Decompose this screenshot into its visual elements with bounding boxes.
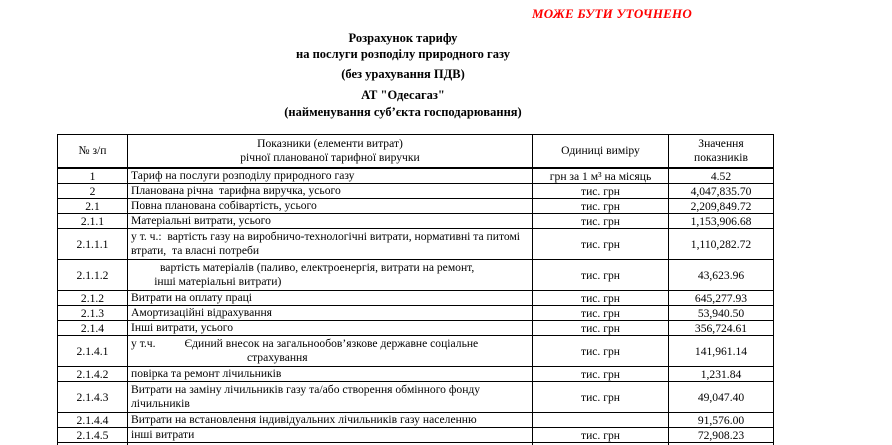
indicator-cell	[128, 321, 533, 336]
value-cell: 91,576.00	[669, 413, 774, 428]
header-indicator-line2: річної планованої тарифної виручки	[240, 151, 420, 164]
indicator-line: Інші витрати, усього	[131, 321, 233, 334]
unit-cell: тис. грн	[533, 428, 669, 443]
row-number-cell: 1	[58, 168, 128, 184]
unit-cell: тис. грн	[533, 184, 669, 199]
value-cell: 49,047.40	[669, 382, 774, 413]
row-number-cell: 2.1.4.5	[58, 428, 128, 443]
table-row	[58, 321, 774, 336]
indicator-cell	[128, 291, 533, 306]
table-row	[58, 214, 774, 229]
indicator-cell	[128, 184, 533, 199]
row-number-cell: 2.1.3	[58, 306, 128, 321]
row-number-cell: 2.1.4.3	[58, 382, 128, 413]
row-number-cell: 2.1.1	[58, 214, 128, 229]
indicator-line: повірка та ремонт лічильників	[131, 367, 282, 380]
subtitle-vat: (без урахування ПДВ)	[341, 67, 465, 81]
value-cell: 4,047,835.70	[669, 184, 774, 199]
indicator-line: лічильників	[131, 397, 190, 410]
header-value	[669, 135, 774, 169]
indicator-line: Матеріальні витрати, усього	[131, 214, 271, 227]
table-row	[58, 229, 774, 260]
row-number-cell: 2.1.4.2	[58, 367, 128, 382]
table-row	[58, 428, 774, 443]
indicator-cell	[128, 229, 533, 260]
revision-note: МОЖЕ БУТИ УТОЧНЕНО	[532, 6, 692, 21]
tariff-table	[57, 134, 774, 445]
unit-cell: тис. грн	[533, 199, 669, 214]
indicator-line: інші витрати	[131, 428, 195, 441]
value-cell: 1,110,282.72	[669, 229, 774, 260]
unit-cell: тис. грн	[533, 260, 669, 291]
unit-cell	[533, 413, 669, 428]
indicator-line: вартість матеріалів (паливо, електроенергія, витрати на ремонт,	[131, 261, 475, 274]
indicator-line: у т. ч.: вартість газу на виробничо-технологічні витрати, нормативні та питомі	[131, 230, 521, 243]
row-number-cell: 2.1.4.1	[58, 336, 128, 367]
indicator-line: Витрати на оплату праці	[131, 291, 253, 304]
row-number-cell: 2.1.4	[58, 321, 128, 336]
indicator-cell	[128, 306, 533, 321]
indicator-line: Планована річна тарифна виручка, усього	[131, 184, 341, 197]
row-number-cell: 2	[58, 184, 128, 199]
value-cell: 53,940.50	[669, 306, 774, 321]
unit-cell: тис. грн	[533, 229, 669, 260]
unit-cell: тис. грн	[533, 291, 669, 306]
table-row	[58, 199, 774, 214]
indicator-line: інші матеріальні витрати)	[131, 275, 282, 288]
unit-cell: тис. грн	[533, 306, 669, 321]
indicator-cell	[128, 428, 533, 443]
unit-cell: тис. грн	[533, 336, 669, 367]
header-number: № з/п	[58, 135, 128, 169]
header-unit: Одиниці виміру	[533, 135, 669, 169]
indicator-line: Витрати на встановлення індивідуальних лічильників газу населенню	[131, 413, 477, 426]
indicator-cell	[128, 214, 533, 229]
indicator-line: Амортизаційні відрахування	[131, 306, 272, 319]
header-value-line2: показників	[694, 151, 748, 164]
table-row	[58, 382, 774, 413]
indicator-line: у т.ч. Єдиний внесок на загальнообов’язкове державне соціальне	[131, 337, 479, 350]
value-cell: 1,231.84	[669, 367, 774, 382]
table-row	[58, 260, 774, 291]
row-number-cell: 2.1	[58, 199, 128, 214]
table-row	[58, 291, 774, 306]
table-body	[58, 168, 774, 445]
row-number-cell: 2.1.1.2	[58, 260, 128, 291]
header-indicator-line1: Показники (елементи витрат)	[257, 137, 403, 150]
value-cell: 43,623.96	[669, 260, 774, 291]
header-value-line1: Значення	[698, 137, 744, 150]
unit-cell: тис. грн	[533, 367, 669, 382]
table-row	[58, 336, 774, 367]
indicator-cell	[128, 199, 533, 214]
indicator-line: Витрати на заміну лічильників газу та/або створення обмінного фонду	[131, 383, 481, 396]
unit-cell: тис. грн	[533, 382, 669, 413]
title-line-1: Розрахунок тарифу	[348, 31, 458, 45]
table-row	[58, 168, 774, 184]
row-number-cell: 2.1.4.4	[58, 413, 128, 428]
indicator-line: Тариф на послуги розподілу природного газу	[131, 169, 355, 182]
indicator-cell	[128, 413, 533, 428]
table-row	[58, 367, 774, 382]
indicator-line: втрати, та власні потреби	[131, 244, 260, 257]
header-indicator	[128, 135, 533, 169]
value-cell: 4.52	[669, 168, 774, 184]
row-number-cell: 2.1.1.1	[58, 229, 128, 260]
table-header-row	[58, 135, 774, 169]
value-cell: 645,277.93	[669, 291, 774, 306]
indicator-cell	[128, 382, 533, 413]
value-cell: 72,908.23	[669, 428, 774, 443]
table-row	[58, 306, 774, 321]
company-caption: (найменування суб’єкта господарювання)	[284, 105, 522, 119]
unit-cell: грн за 1 м³ на місяць	[533, 168, 669, 184]
indicator-line: Повна планована собівартість, усього	[131, 199, 317, 212]
value-cell: 1,153,906.68	[669, 214, 774, 229]
indicator-line: страхування	[131, 351, 308, 364]
unit-cell: тис. грн	[533, 321, 669, 336]
company-name: АТ "Одесагаз"	[361, 88, 445, 102]
value-cell: 356,724.61	[669, 321, 774, 336]
indicator-cell	[128, 367, 533, 382]
unit-cell: тис. грн	[533, 214, 669, 229]
table-row	[58, 413, 774, 428]
row-number-cell: 2.1.2	[58, 291, 128, 306]
indicator-cell	[128, 260, 533, 291]
value-cell: 141,961.14	[669, 336, 774, 367]
indicator-cell	[128, 336, 533, 367]
indicator-cell	[128, 168, 533, 184]
value-cell: 2,209,849.72	[669, 199, 774, 214]
title-line-2: на послуги розподілу природного газу	[296, 47, 510, 61]
table-row	[58, 184, 774, 199]
